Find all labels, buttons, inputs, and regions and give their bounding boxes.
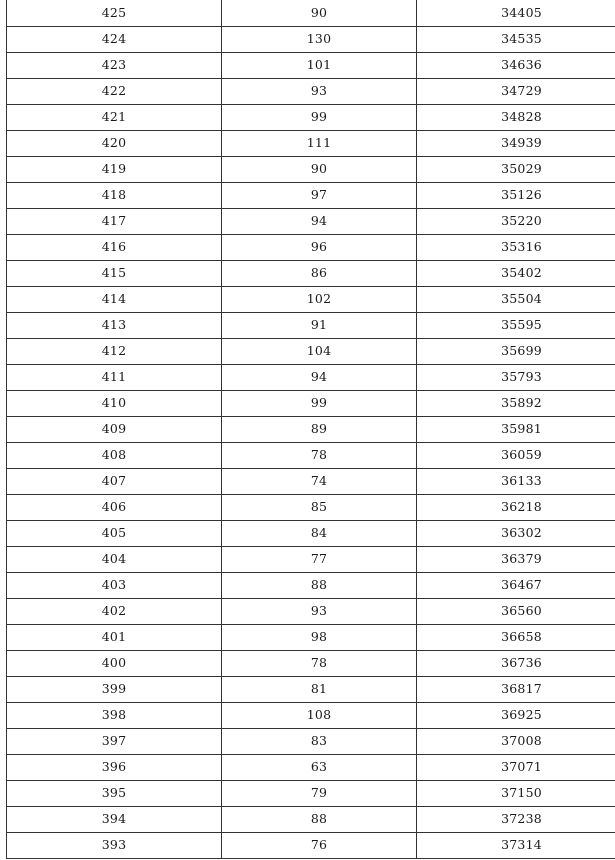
table-row [7,728,615,754]
score-cell: 399 [7,676,222,702]
score-cell: 416 [7,234,222,260]
count-cell: 94 [222,208,417,234]
table-row [7,312,615,338]
count-cell: 89 [222,416,417,442]
cumulative-cell: 36379 [417,546,615,572]
score-cell: 411 [7,364,222,390]
cumulative-cell: 37008 [417,728,615,754]
table-row [7,468,615,494]
count-cell: 90 [222,156,417,182]
count-cell: 88 [222,572,417,598]
count-cell: 96 [222,234,417,260]
cumulative-cell: 34939 [417,130,615,156]
score-cell: 420 [7,130,222,156]
table-row [7,208,615,234]
table-row [7,624,615,650]
count-cell: 88 [222,806,417,832]
score-cell: 415 [7,260,222,286]
table-body [7,0,615,858]
score-cell: 408 [7,442,222,468]
table-row [7,650,615,676]
table-row [7,442,615,468]
table-row [7,390,615,416]
table-row [7,234,615,260]
table-row [7,598,615,624]
score-cell: 424 [7,26,222,52]
score-cell: 425 [7,0,222,26]
count-cell: 76 [222,832,417,858]
table-row [7,182,615,208]
count-cell: 81 [222,676,417,702]
count-cell: 108 [222,702,417,728]
cumulative-cell: 34535 [417,26,615,52]
table-row [7,832,615,858]
table-row [7,338,615,364]
score-cell: 419 [7,156,222,182]
count-cell: 78 [222,442,417,468]
score-cell: 403 [7,572,222,598]
cumulative-cell: 35699 [417,338,615,364]
score-cell: 406 [7,494,222,520]
cumulative-cell: 35793 [417,364,615,390]
score-cell: 407 [7,468,222,494]
score-cell: 414 [7,286,222,312]
count-cell: 111 [222,130,417,156]
cumulative-cell: 36925 [417,702,615,728]
count-cell: 84 [222,520,417,546]
table-row [7,754,615,780]
cumulative-cell: 36218 [417,494,615,520]
score-cell: 401 [7,624,222,650]
score-cell: 410 [7,390,222,416]
table-row [7,806,615,832]
cumulative-cell: 37071 [417,754,615,780]
table-row [7,78,615,104]
cumulative-cell: 35029 [417,156,615,182]
cumulative-cell: 36302 [417,520,615,546]
score-cell: 422 [7,78,222,104]
table-row [7,26,615,52]
table-row [7,520,615,546]
cumulative-cell: 34828 [417,104,615,130]
cumulative-cell: 35595 [417,312,615,338]
table-row [7,780,615,806]
cumulative-cell: 36467 [417,572,615,598]
count-cell: 78 [222,650,417,676]
count-cell: 85 [222,494,417,520]
count-cell: 93 [222,78,417,104]
cumulative-cell: 35402 [417,260,615,286]
score-cell: 404 [7,546,222,572]
table-row [7,364,615,390]
table-row [7,286,615,312]
score-cell: 417 [7,208,222,234]
score-cell: 402 [7,598,222,624]
count-cell: 102 [222,286,417,312]
score-cell: 418 [7,182,222,208]
cumulative-cell: 35126 [417,182,615,208]
score-table [6,0,615,859]
count-cell: 79 [222,780,417,806]
score-cell: 397 [7,728,222,754]
cumulative-cell: 36133 [417,468,615,494]
cumulative-cell: 36658 [417,624,615,650]
count-cell: 130 [222,26,417,52]
count-cell: 99 [222,104,417,130]
cumulative-cell: 36817 [417,676,615,702]
score-cell: 413 [7,312,222,338]
score-cell: 395 [7,780,222,806]
count-cell: 91 [222,312,417,338]
score-cell: 409 [7,416,222,442]
count-cell: 83 [222,728,417,754]
count-cell: 94 [222,364,417,390]
score-cell: 412 [7,338,222,364]
count-cell: 74 [222,468,417,494]
count-cell: 63 [222,754,417,780]
score-cell: 394 [7,806,222,832]
cumulative-cell: 34729 [417,78,615,104]
cumulative-cell: 35981 [417,416,615,442]
table-row [7,0,615,26]
count-cell: 104 [222,338,417,364]
table-row [7,156,615,182]
cumulative-cell: 34636 [417,52,615,78]
count-cell: 101 [222,52,417,78]
score-cell: 423 [7,52,222,78]
table-row [7,546,615,572]
score-cell: 398 [7,702,222,728]
score-cell: 393 [7,832,222,858]
table-row [7,572,615,598]
table-row [7,416,615,442]
cumulative-cell: 36736 [417,650,615,676]
count-cell: 98 [222,624,417,650]
cumulative-cell: 34405 [417,0,615,26]
count-cell: 99 [222,390,417,416]
count-cell: 90 [222,0,417,26]
cumulative-cell: 35892 [417,390,615,416]
cumulative-cell: 36560 [417,598,615,624]
count-cell: 97 [222,182,417,208]
count-cell: 86 [222,260,417,286]
table-row [7,52,615,78]
table-row [7,260,615,286]
cumulative-cell: 37314 [417,832,615,858]
table-row [7,676,615,702]
cumulative-cell: 37150 [417,780,615,806]
table-row [7,130,615,156]
score-cell: 400 [7,650,222,676]
table-row [7,702,615,728]
score-cell: 405 [7,520,222,546]
cumulative-cell: 36059 [417,442,615,468]
cumulative-cell: 35220 [417,208,615,234]
table-row [7,494,615,520]
count-cell: 93 [222,598,417,624]
score-cell: 421 [7,104,222,130]
cumulative-cell: 35504 [417,286,615,312]
cumulative-cell: 37238 [417,806,615,832]
cumulative-cell: 35316 [417,234,615,260]
score-cell: 396 [7,754,222,780]
count-cell: 77 [222,546,417,572]
table-row [7,104,615,130]
